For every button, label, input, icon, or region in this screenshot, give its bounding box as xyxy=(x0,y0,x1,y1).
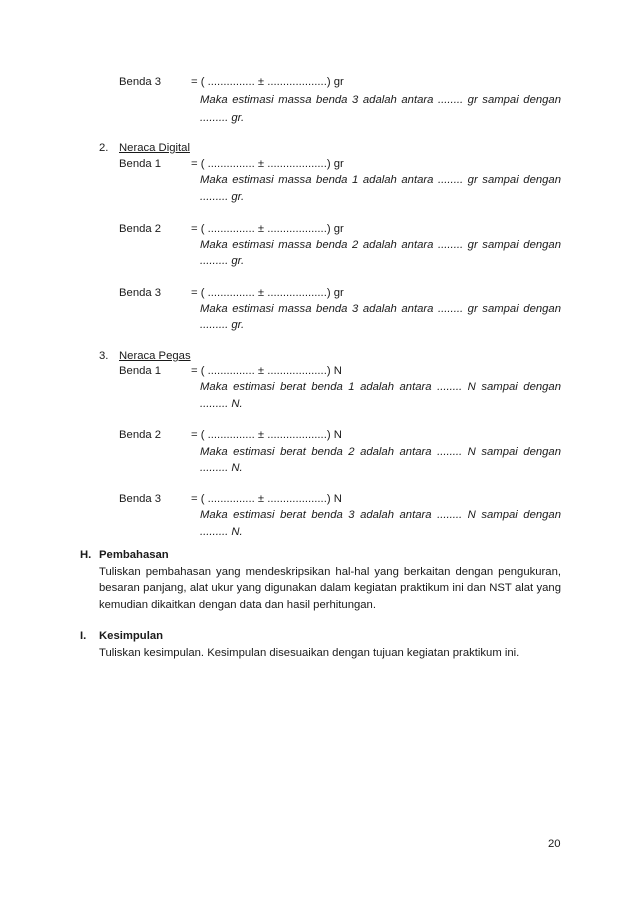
section-letter: H. xyxy=(80,549,92,561)
entry-estimate-line: Maka estimasi berat benda 1 adalah antara ........ N sampai dengan xyxy=(200,381,561,393)
section-letter: I. xyxy=(80,630,87,642)
section-body: Tuliskan pembahasan yang mendeskripsikan hal-hal yang berkaitan dengan pengukuran, besaran panjang, alat ukur yang digunakan dalam kegiatan praktikum ini dan NST alat yang kemudian dikaitkan dengan data dan hasil perhitungan. xyxy=(99,566,561,611)
entry-label: Benda 2 xyxy=(119,429,162,441)
entry-equation: = ( ............... ± ...................) gr xyxy=(191,76,344,88)
entry-label: Benda 2 xyxy=(119,223,162,235)
entry-estimate-line: Maka estimasi massa benda 1 adalah antara ........ gr sampai dengan xyxy=(200,174,561,186)
section-heading: Pembahasan xyxy=(99,549,169,561)
entry-estimate-line-2: ......... N. xyxy=(200,526,243,538)
entry-label: Benda 1 xyxy=(119,158,162,170)
entry-label: Benda 1 xyxy=(119,365,162,377)
entry-estimate-line-2: ......... gr. xyxy=(200,319,245,331)
page-number: 20 xyxy=(548,838,561,850)
entry-equation: = ( ............... ± ...................) N xyxy=(191,365,342,377)
entry-estimate-line-2: ......... N. xyxy=(200,398,243,410)
entry-label: Benda 3 xyxy=(119,76,162,88)
section-heading: Kesimpulan xyxy=(99,630,164,642)
entry-equation: = ( ............... ± ...................) gr xyxy=(191,287,344,299)
entry-estimate-line: Maka estimasi massa benda 3 adalah antara ........ gr sampai dengan xyxy=(200,303,561,315)
entry-estimate-line: Maka estimasi massa benda 2 adalah antara ........ gr sampai dengan xyxy=(200,239,561,251)
section-body: Tuliskan kesimpulan. Kesimpulan disesuaikan dengan tujuan kegiatan praktikum ini. xyxy=(99,647,520,659)
entry-equation: = ( ............... ± ...................) N xyxy=(191,429,342,441)
entry-equation: = ( ............... ± ...................) gr xyxy=(191,223,344,235)
entry-estimate-line-2: ......... N. xyxy=(200,462,243,474)
entry-estimate-line-2: ......... gr. xyxy=(200,255,245,267)
section-number: 3. xyxy=(99,350,109,362)
entry-label: Benda 3 xyxy=(119,493,162,505)
entry-estimate-line-2: ......... gr. xyxy=(200,191,245,203)
entry-label: Benda 3 xyxy=(119,287,162,299)
section-number: 2. xyxy=(99,142,109,154)
section-title: Neraca Digital xyxy=(119,142,190,154)
entry-estimate-line: Maka estimasi massa benda 3 adalah antara ........ gr sampai dengan xyxy=(200,94,561,106)
entry-equation: = ( ............... ± ...................) gr xyxy=(191,158,344,170)
entry-estimate-line: Maka estimasi berat benda 3 adalah antara ........ N sampai dengan xyxy=(200,509,561,521)
section-title: Neraca Pegas xyxy=(119,350,191,362)
entry-estimate-line: Maka estimasi berat benda 2 adalah antara ........ N sampai dengan xyxy=(200,446,561,458)
entry-equation: = ( ............... ± ...................) N xyxy=(191,493,342,505)
entry-estimate-line-2: ......... gr. xyxy=(200,112,245,124)
